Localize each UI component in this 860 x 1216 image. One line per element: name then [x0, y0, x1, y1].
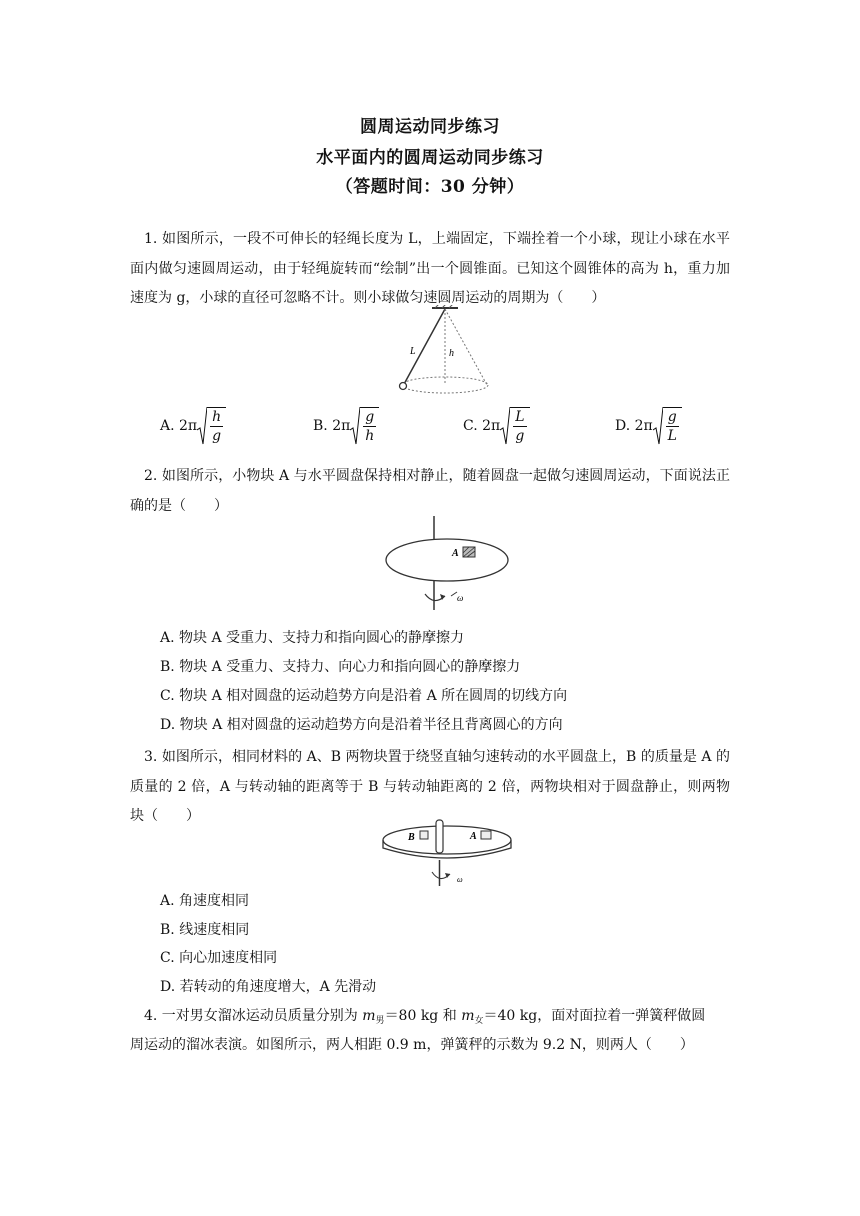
two-blocks-disc-figure — [380, 818, 514, 890]
option-1b: B. 2π $\frac{g}{h}$ — [313, 406, 379, 446]
option-2a: A. 物块 A 受重力、支持力和指向圆心的静摩擦力 — [160, 630, 465, 646]
label-omega: ω — [457, 875, 463, 884]
label-L: L — [410, 346, 416, 357]
option-1a: A. 2π $\frac{h}{g}$ — [160, 406, 226, 446]
option-2c: C. 物块 A 相对圆盘的运动趋势方向是沿着 A 所在圆周的切线方向 — [160, 688, 568, 704]
cone-pendulum-figure — [390, 305, 500, 401]
option-3d: D. 若转动的角速度增大，A 先滑动 — [160, 979, 377, 995]
rotating-disc-figure — [385, 514, 523, 614]
option-1c: C. 2π $\frac{L}{g}$ — [463, 406, 530, 446]
question-1-text: 1. 如图所示，一段不可伸长的轻绳长度为 L，上端固定，下端拴着一个小球，现让小球在水平面内做匀速圆周运动，由于轻绳旋转而“绘制”出一个圆锥面。已知这个圆锥体的高为 h，重力加速度为 g，小球的直径可忽略不计。则小球做匀速圆周运动的周期为（ ） — [130, 231, 730, 306]
question-2-text: 2. 如图所示，小物块 A 与水平圆盘保持相对静止，随着圆盘一起做匀速圆周运动，下面说法正确的是（ ） — [130, 468, 730, 514]
question-4-line-2: 周运动的溜冰表演。如图所示，两人相距 0.9 m，弹簧秤的示数为 9.2 N，则两人（ ） — [130, 1037, 694, 1053]
option-3a: A. 角速度相同 — [160, 893, 250, 909]
time-limit: （答题时间：30 分钟） — [335, 177, 525, 197]
label-h: h — [449, 348, 454, 359]
label-omega: ω — [457, 593, 464, 603]
label-block-a: A — [470, 831, 477, 842]
option-2b: B. 物块 A 受重力、支持力、向心力和指向圆心的静摩擦力 — [160, 659, 521, 675]
option-2d: D. 物块 A 相对圆盘的运动趋势方向是沿着半径且背离圆心的方向 — [160, 717, 563, 733]
option-3c: C. 向心加速度相同 — [160, 950, 278, 966]
doc-subtitle: 水平面内的圆周运动同步练习 — [316, 148, 544, 168]
question-3-text: 3. 如图所示，相同材料的 A、B 两物块置于绕竖直轴匀速转动的水平圆盘上，B 的质量是 A 的质量的 2 倍，A 与转动轴的距离等于 B 与转动轴距离的 2 倍，两物块相对于圆盘静止，则两物块（ ） — [130, 749, 730, 824]
label-block-a: A — [452, 548, 459, 559]
doc-title: 圆周运动同步练习 — [360, 117, 500, 137]
option-3b: B. 线速度相同 — [160, 922, 250, 938]
label-block-b: B — [408, 832, 415, 843]
question-4-line-1: 4. 一对男女溜冰运动员质量分别为 $m_男=80$ kg 和 $m_女=40$ kg，面对面拉着一弹簧秤做圆 — [144, 1008, 706, 1026]
option-1d: D. 2π $\frac{g}{L}$ — [615, 406, 682, 446]
